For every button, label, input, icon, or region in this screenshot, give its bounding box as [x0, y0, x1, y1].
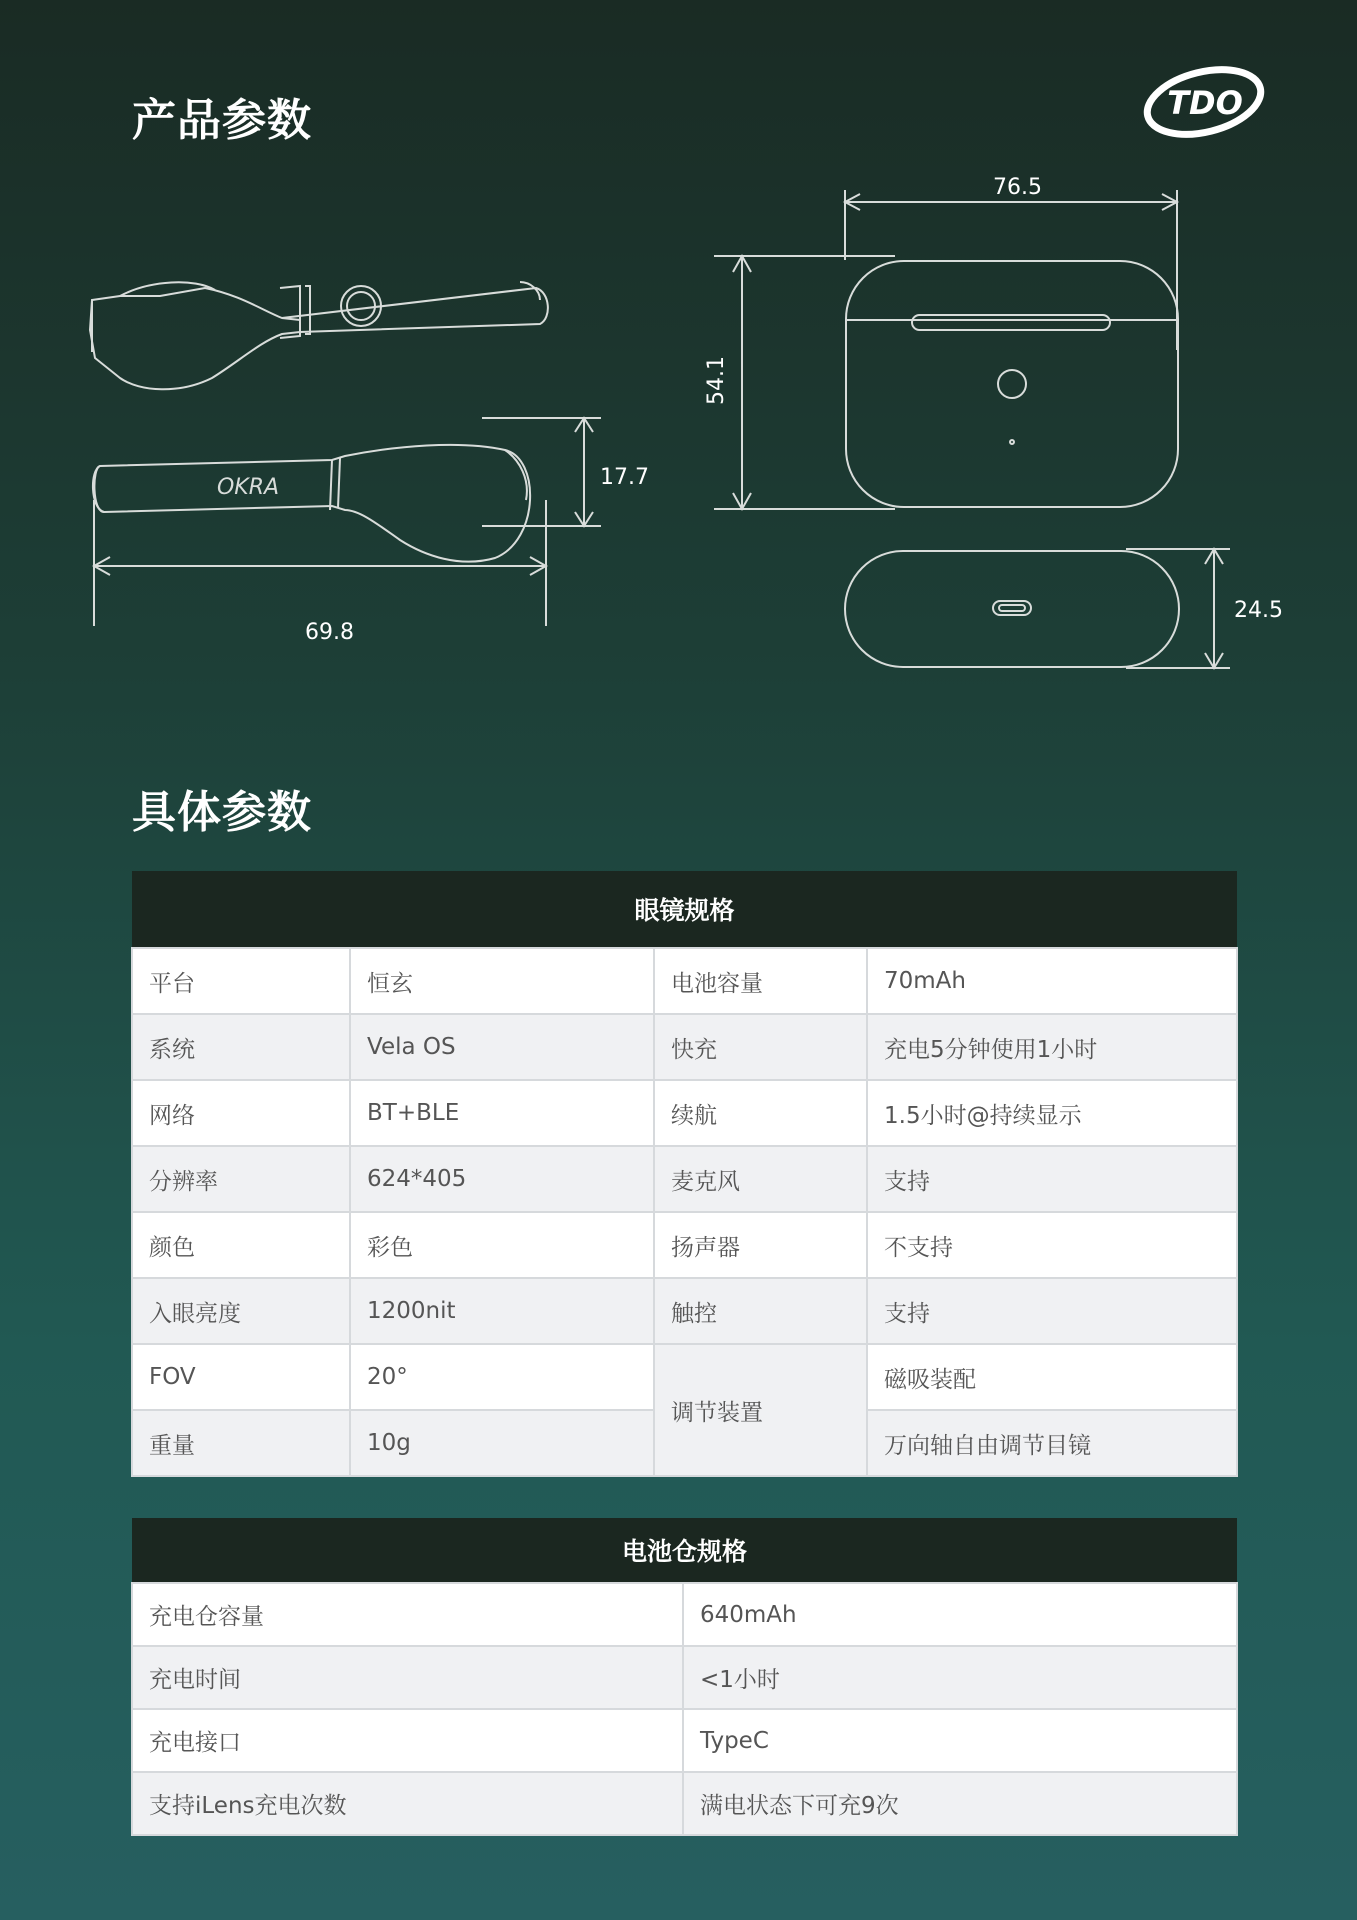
- spec-label: 充电时间: [132, 1646, 683, 1709]
- spec-value: 彩色: [350, 1212, 654, 1278]
- table-row: [132, 1278, 1237, 1344]
- spec-label: 网络: [132, 1080, 350, 1146]
- spec-label: 快充: [654, 1014, 867, 1080]
- spec-value: TypeC: [683, 1709, 1237, 1772]
- spec-label: 系统: [132, 1014, 350, 1080]
- case-width-dimension-lines: [845, 190, 1177, 350]
- spec-value: 1.5小时@持续显示: [867, 1080, 1237, 1146]
- table-row: [132, 1212, 1237, 1278]
- table-row: [132, 948, 1237, 1014]
- table-row: [132, 1080, 1237, 1146]
- case-front-view: [846, 261, 1178, 507]
- spec-label: 触控: [654, 1278, 867, 1344]
- spec-label: 分辨率: [132, 1146, 350, 1212]
- case-bottom-view: [845, 551, 1179, 667]
- case-width-label: 76.5: [993, 175, 1042, 200]
- spec-label: 扬声器: [654, 1212, 867, 1278]
- table-row: [132, 1772, 1237, 1835]
- thickness-label: 17.7: [600, 465, 649, 490]
- table-row: [132, 1014, 1237, 1080]
- logo-text: TDO: [1167, 84, 1243, 122]
- spec-value: Vela OS: [350, 1014, 654, 1080]
- product-params-title: 产品参数: [132, 95, 312, 146]
- spec-value: 满电状态下可充9次: [683, 1772, 1237, 1835]
- specs-title: 具体参数: [132, 787, 312, 838]
- spec-value: 支持: [867, 1278, 1237, 1344]
- spec-label: 续航: [654, 1080, 867, 1146]
- case-depth-label: 24.5: [1234, 598, 1283, 623]
- spec-value: 磁吸装配: [867, 1344, 1237, 1410]
- spec-label: 颜色: [132, 1212, 350, 1278]
- length-dimension-lines: [94, 500, 546, 626]
- product-drawings: [0, 0, 1357, 700]
- spec-label: 充电接口: [132, 1709, 683, 1772]
- earpiece-top-view: [93, 445, 530, 562]
- case-height-label: 54.1: [703, 356, 729, 405]
- spec-label: 麦克风: [654, 1146, 867, 1212]
- spec-value: 充电5分钟使用1小时: [867, 1014, 1237, 1080]
- spec-value: 20°: [350, 1344, 654, 1410]
- spec-label: 电池容量: [654, 948, 867, 1014]
- spec-label: 支持iLens充电次数: [132, 1772, 683, 1835]
- earpiece-side-view: [90, 282, 548, 389]
- spec-value: 10g: [350, 1410, 654, 1476]
- spec-value: 640mAh: [683, 1583, 1237, 1646]
- spec-value: 不支持: [867, 1212, 1237, 1278]
- spec-label: 调节装置: [654, 1344, 867, 1476]
- table-row: [132, 1146, 1237, 1212]
- spec-label: FOV: [132, 1344, 350, 1410]
- okra-brand: OKRA: [216, 475, 280, 500]
- glasses-table-title: 眼镜规格: [132, 871, 1237, 948]
- spec-label: 入眼亮度: [132, 1278, 350, 1344]
- length-label: 69.8: [305, 620, 354, 645]
- spec-label: 重量: [132, 1410, 350, 1476]
- spec-value: <1小时: [683, 1646, 1237, 1709]
- table-row: [132, 1709, 1237, 1772]
- case-table-title: 电池仓规格: [132, 1518, 1237, 1583]
- spec-label: 平台: [132, 948, 350, 1014]
- table-row: [132, 1646, 1237, 1709]
- spec-label: 充电仓容量: [132, 1583, 683, 1646]
- spec-value: 万向轴自由调节目镜: [867, 1410, 1237, 1476]
- table-row: [132, 1344, 1237, 1410]
- spec-value: 70mAh: [867, 948, 1237, 1014]
- spec-value: 624*405: [350, 1146, 654, 1212]
- spec-value: BT+BLE: [350, 1080, 654, 1146]
- spec-value: 1200nit: [350, 1278, 654, 1344]
- case-spec-table: [131, 1518, 1238, 1836]
- spec-value: 支持: [867, 1146, 1237, 1212]
- spec-value: 恒玄: [350, 948, 654, 1014]
- thickness-dimension-lines: [482, 418, 601, 526]
- case-height-dimension-lines: [714, 256, 895, 509]
- table-row: [132, 1583, 1237, 1646]
- glasses-spec-table: [131, 871, 1238, 1477]
